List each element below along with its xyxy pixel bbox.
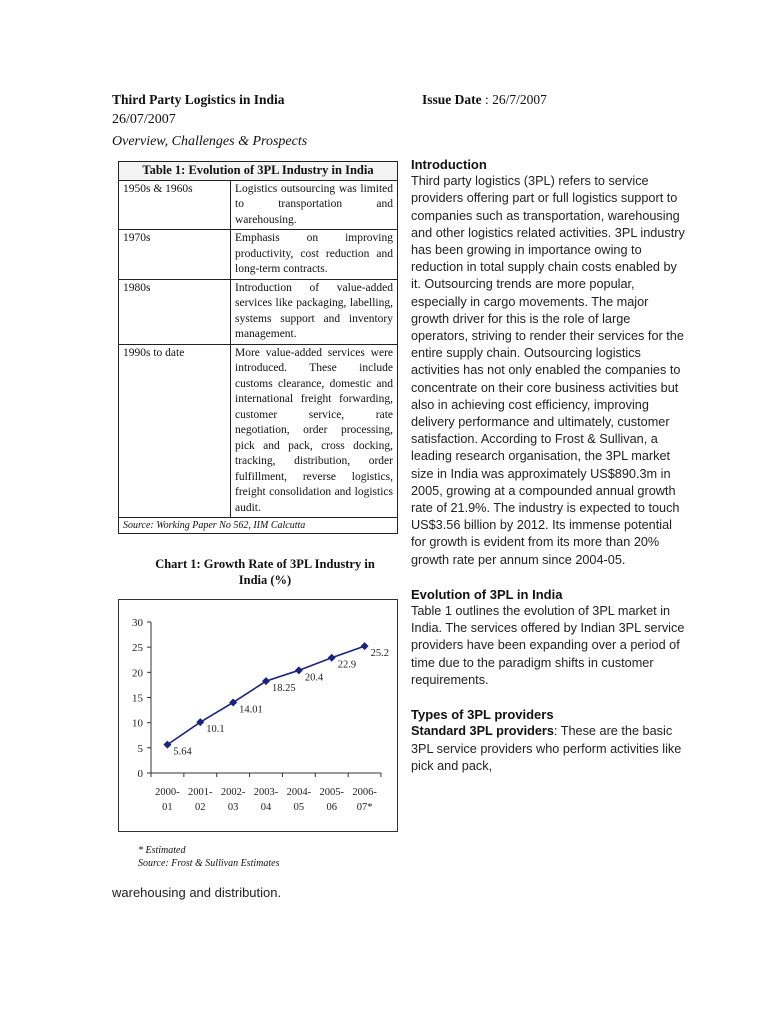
x-tick-label: 02 [195,802,206,813]
data-point-marker [295,666,303,674]
document-subtitle: Overview, Challenges & Prospects [112,134,308,149]
data-point-marker [328,654,336,662]
table-cell-description: Emphasis on improving productivity, cost reduction and long-term contracts. [231,230,398,280]
x-tick-label: 2006- [352,787,377,798]
table-cell-period: 1950s & 1960s [119,180,231,230]
x-tick-label: 2004- [286,787,312,798]
intro-paragraph: Third party logistics (3PL) refers to service providers offering part or full logistics support to companies such as transportation, warehousing and other logistics related activities. 3PL industry has been growing in importance owing to reduction in total supply chain costs enabled by it. Outsourcing trends are more popular, especially in cargo movements. The major growth driver for this is the role of large operators, striving to render their services for the entire supply chain. Outsourcing logistics activities has not only enabled the companies to concentrate on their core business activities but also in achieving cost efficiency, improving delivery performance and ultimately, customer satisfaction. According to Frost & Sullivan, a leading research organisation, the 3PL market size in India was approximately US$890.3m in 2005, growing at a compounded annual growth rate of 21.9%. The industry is expected to touch US$3.56 billion by 2012. Its immense potential for growth is evident from its more than 20% growth rate per annum since 2004-05. [411,174,685,567]
x-tick-label: 05 [293,802,305,813]
issue-date-value: : 26/7/2007 [481,92,547,107]
evolution-table [118,161,398,534]
data-label: 20.4 [304,672,324,684]
chart-note-source: Source: Frost & Sullivan Estimates [138,858,280,869]
table-row [119,279,398,344]
table-cell-period: 1970s [119,230,231,280]
x-tick-label: 2002- [220,787,246,798]
evolution-paragraph: Table 1 outlines the evolution of 3PL market in India. The services offered by Indian 3PL service providers have been expanding over a period of time due to the paradigm shifts in customer requirements. [411,604,685,687]
table-source: Source: Working Paper No 562, IIM Calcutta [119,518,398,534]
y-tick-label: 15 [132,692,143,705]
x-tick-label: 2003- [253,787,279,798]
continuation-text: warehousing and distribution. [112,885,282,900]
y-tick-label: 20 [132,667,143,680]
data-label: 5.64 [173,746,192,758]
data-label: 22.9 [337,659,357,671]
section-heading-evolution: Evolution of 3PL in India [411,586,563,602]
y-tick-label: 25 [132,642,143,655]
x-tick-label: 04 [260,802,272,813]
y-tick-label: 30 [132,617,143,629]
y-tick-label: 5 [137,742,143,755]
table-caption: Table 1: Evolution of 3PL Industry in India [119,162,398,181]
table-cell-period: 1990s to date [119,344,231,518]
issue-date-label: Issue Date [422,92,482,107]
x-tick-label: 2005- [319,787,344,798]
x-tick-label: 01 [162,802,173,813]
data-point-marker [361,642,369,650]
chart-title: Chart 1: Growth Rate of 3PL Industry in India (%) [155,557,375,587]
data-point-marker [262,677,270,685]
table-cell-description: More value-added services were introduced. These include customs clearance, domestic and international freight forwarding, customer service, rate negotiation, order processing, pick and pack, cross docking, tracking, distribution, order fulfillment, reverse logistics, freight consolidation and logistics audit. [231,344,398,518]
table-cell-period: 1980s [119,279,231,344]
x-tick-label: 2001- [188,787,213,798]
article-column [411,156,689,775]
standard-providers-paragraph [411,723,689,775]
table-cell-description: Logistics outsourcing was limited to transportation and warehousing. [231,180,398,230]
x-tick-label: 06 [326,802,337,813]
data-label: 14.01 [239,704,263,716]
x-tick-label: 2000- [155,787,180,798]
data-point-marker [229,698,237,706]
x-tick-label: 03 [227,802,239,813]
document-date: 26/07/2007 [112,112,176,127]
data-label: 10.1 [206,724,225,736]
table-row [119,344,398,518]
series-line [167,646,364,744]
y-tick-label: 10 [132,717,143,730]
chart-note-estimated: * Estimated [138,845,186,856]
document-title: Third Party Logistics in India [112,92,285,107]
growth-line-chart [119,600,397,831]
x-tick-label: 07* [356,802,373,813]
table-cell-description: Introduction of value-added services like packaging, labelling, systems support and inventory management. [231,279,398,344]
data-label: 25.2 [370,648,389,660]
standard-providers-label: Standard 3PL providers [411,724,554,739]
data-label: 18.25 [272,683,296,695]
y-tick-label: 0 [137,768,143,780]
issue-date [422,92,547,108]
table-row [119,230,398,280]
table-row [119,180,398,230]
standard-providers-text: : These are the basic 3PL service providers who perform activities like pick and pack, [411,724,682,773]
section-heading-types: Types of 3PL providers [411,707,554,723]
chart-frame [118,599,398,832]
section-heading-introduction: Introduction [411,157,487,172]
